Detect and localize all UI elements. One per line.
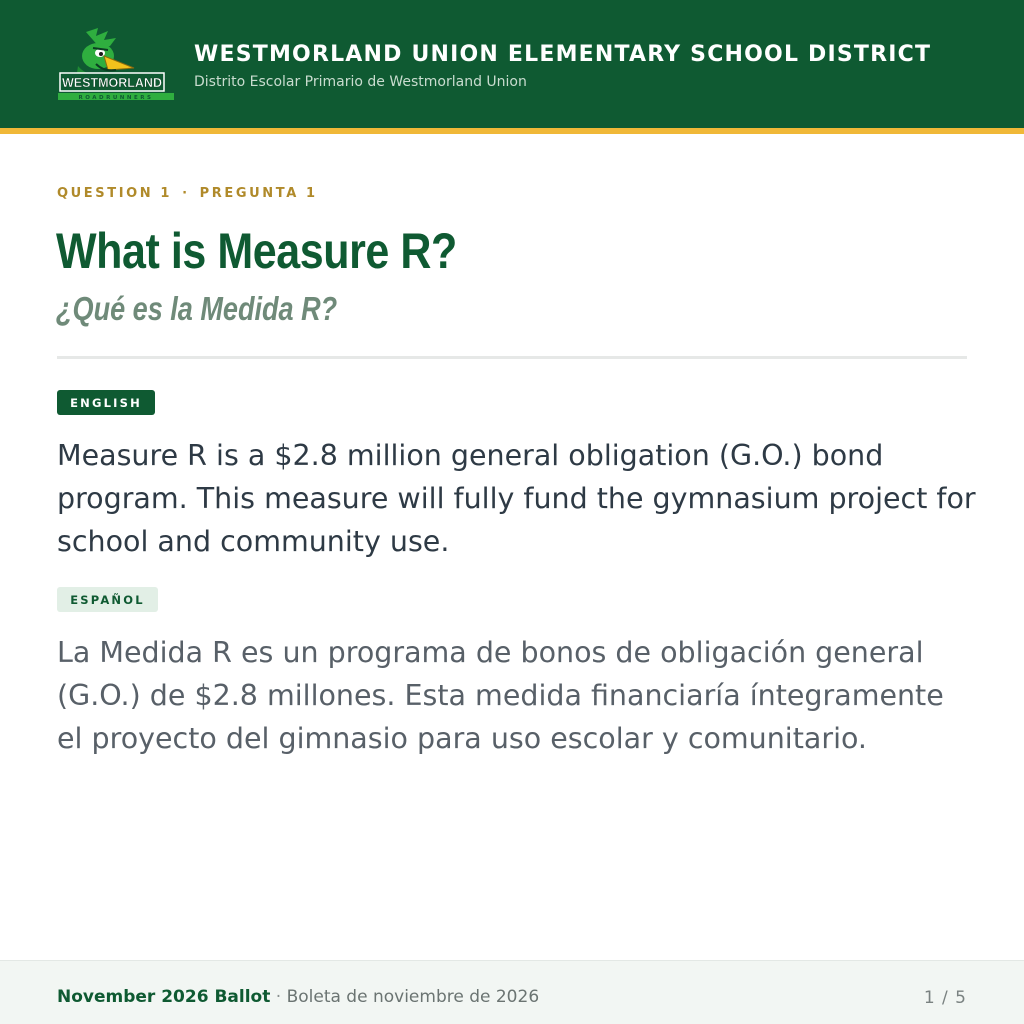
question-eyebrow xyxy=(57,186,318,201)
roadrunner-mascot-icon xyxy=(56,26,176,102)
answer-text-spanish: La Medida R es un programa de bonos de obligación general (G.O.) de $2.8 millones. Esta medida financiaría íntegramente el proyecto del gimnasio para uso escolar y comunitario. xyxy=(57,636,944,755)
language-tag-spanish: ESPAÑOL xyxy=(57,587,158,612)
district-title: WESTMORLAND UNION ELEMENTARY SCHOOL DISTRICT xyxy=(194,42,932,67)
question-title: What is Measure R? xyxy=(56,223,457,279)
page-indicator: 1 / 5 xyxy=(923,988,967,1008)
ballot-label-spanish: Boleta de noviembre de 2026 xyxy=(286,987,540,1007)
district-subtitle: Distrito Escolar Primario de Westmorland Union xyxy=(194,74,527,90)
question-number-en: QUESTION 1 xyxy=(57,186,173,201)
question-title-spanish: ¿Qué es la Medida R? xyxy=(56,290,338,327)
logo-wordmark: WESTMORLAND xyxy=(62,76,162,90)
section-divider xyxy=(57,356,967,359)
logo-tagline: ROADRUNNERS xyxy=(78,95,154,101)
ballot-label xyxy=(57,987,539,1007)
page-footer xyxy=(0,960,1024,1024)
ballot-label-english: November 2026 Ballot xyxy=(57,987,271,1007)
footer-separator: · xyxy=(275,987,282,1007)
question-number-es: PREGUNTA 1 xyxy=(199,186,318,201)
eyebrow-separator: · xyxy=(182,186,190,201)
header-accent-stripe xyxy=(0,128,1024,134)
answer-text-english: Measure R is a $2.8 million general obligation (G.O.) bond program. This measure will fully fund the gymnasium project for school and community use. xyxy=(57,439,976,558)
language-tag-english: ENGLISH xyxy=(57,390,155,415)
site-header xyxy=(0,0,1024,128)
